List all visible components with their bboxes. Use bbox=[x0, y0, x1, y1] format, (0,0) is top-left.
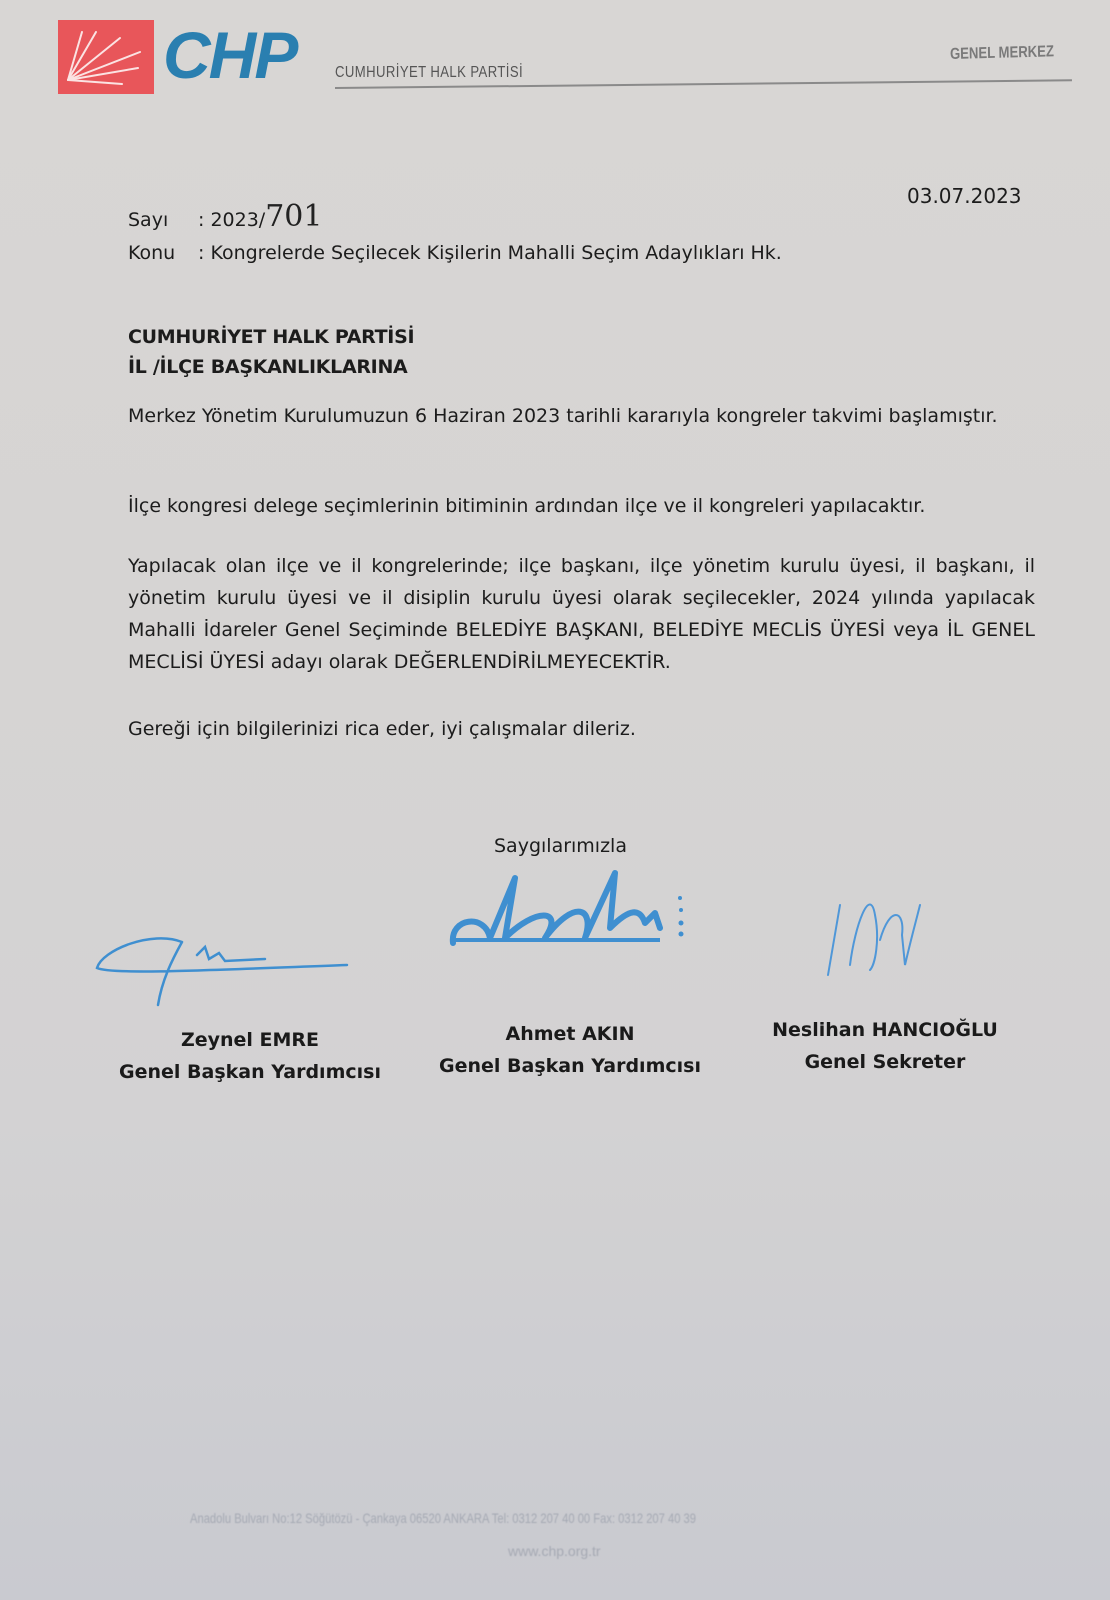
chp-six-arrows-logo-icon bbox=[58, 20, 154, 94]
signature-neslihan-hancioglu-icon bbox=[820, 885, 930, 980]
document-meta bbox=[128, 200, 782, 270]
signature-ahmet-akin-icon bbox=[445, 868, 695, 958]
office-label: GENEL MERKEZ bbox=[949, 43, 1055, 63]
konu-label: Konu bbox=[128, 242, 176, 264]
body-paragraph-1: Merkez Yönetim Kurulumuzun 6 Haziran 2023 tarihli kararıyla kongreler takvimi başlamıştır. bbox=[128, 405, 998, 427]
signatory-2 bbox=[430, 1018, 710, 1082]
reference-number-row bbox=[128, 200, 782, 237]
signatory-1 bbox=[110, 1024, 390, 1088]
signatory-name: Ahmet AKIN bbox=[505, 1023, 635, 1045]
signatory-3 bbox=[730, 1014, 1040, 1078]
recipient-line-2: İL /İLÇE BAŞKANLIKLARINA bbox=[128, 356, 408, 378]
handwritten-number: 701 bbox=[265, 199, 323, 234]
party-name: CUMHURİYET HALK PARTİSİ bbox=[335, 64, 524, 81]
signatory-title: Genel Sekreter bbox=[804, 1051, 966, 1073]
sayi-label: Sayı bbox=[128, 209, 169, 231]
footer-address: Anadolu Bulvarı No:12 Söğütözü - Çankaya 06520 ANKARA Tel: 0312 207 40 00 Fax: 0312 207 40 39 bbox=[190, 1510, 697, 1526]
signatory-name: Zeynel EMRE bbox=[180, 1029, 320, 1051]
document-date: 03.07.2023 bbox=[907, 184, 1022, 208]
subject-row bbox=[128, 237, 782, 270]
sayi-prefix: : 2023/ bbox=[198, 209, 266, 231]
signatory-title: Genel Başkan Yardımcısı bbox=[439, 1055, 701, 1077]
body-paragraph-3: Yapılacak olan ilçe ve il kongrelerinde; ilçe başkanı, ilçe yönetim kurulu üyesi, il başkanı, il yönetim kurulu üyesi ve il disiplin kurulu üyesi olarak seçilecekler, 2024 yılında yapılacak Mahalli İdareler Genel Seçiminde BELEDİYE BAŞKANI, BELEDİYE MECLİS ÜYESİ veya İL GENEL MECLİSİ ÜYESİ adayı olarak DEĞERLENDİRİLMEYECEKTİR. bbox=[128, 555, 1035, 673]
recipient-block bbox=[128, 322, 414, 382]
body-paragraph-2: İlçe kongresi delege seçimlerinin bitiminin ardından ilçe ve il kongreleri yapılacaktır. bbox=[128, 495, 926, 517]
body-paragraph-4: Gereği için bilgilerinizi rica eder, iyi çalışmalar dileriz. bbox=[128, 718, 636, 740]
closing-salutation: Saygılarımızla bbox=[494, 835, 627, 857]
signatory-name: Neslihan HANCIOĞLU bbox=[772, 1019, 998, 1041]
recipient-line-1: CUMHURİYET HALK PARTİSİ bbox=[128, 326, 415, 348]
signatory-title: Genel Başkan Yardımcısı bbox=[119, 1061, 381, 1083]
logo-wordmark: CHP bbox=[163, 18, 297, 92]
subject-text: : Kongrelerde Seçilecek Kişilerin Mahalli Seçim Adaylıkları Hk. bbox=[198, 242, 782, 264]
signature-zeynel-emre-icon bbox=[92, 920, 352, 1010]
footer-website: www.chp.org.tr bbox=[508, 1543, 601, 1559]
